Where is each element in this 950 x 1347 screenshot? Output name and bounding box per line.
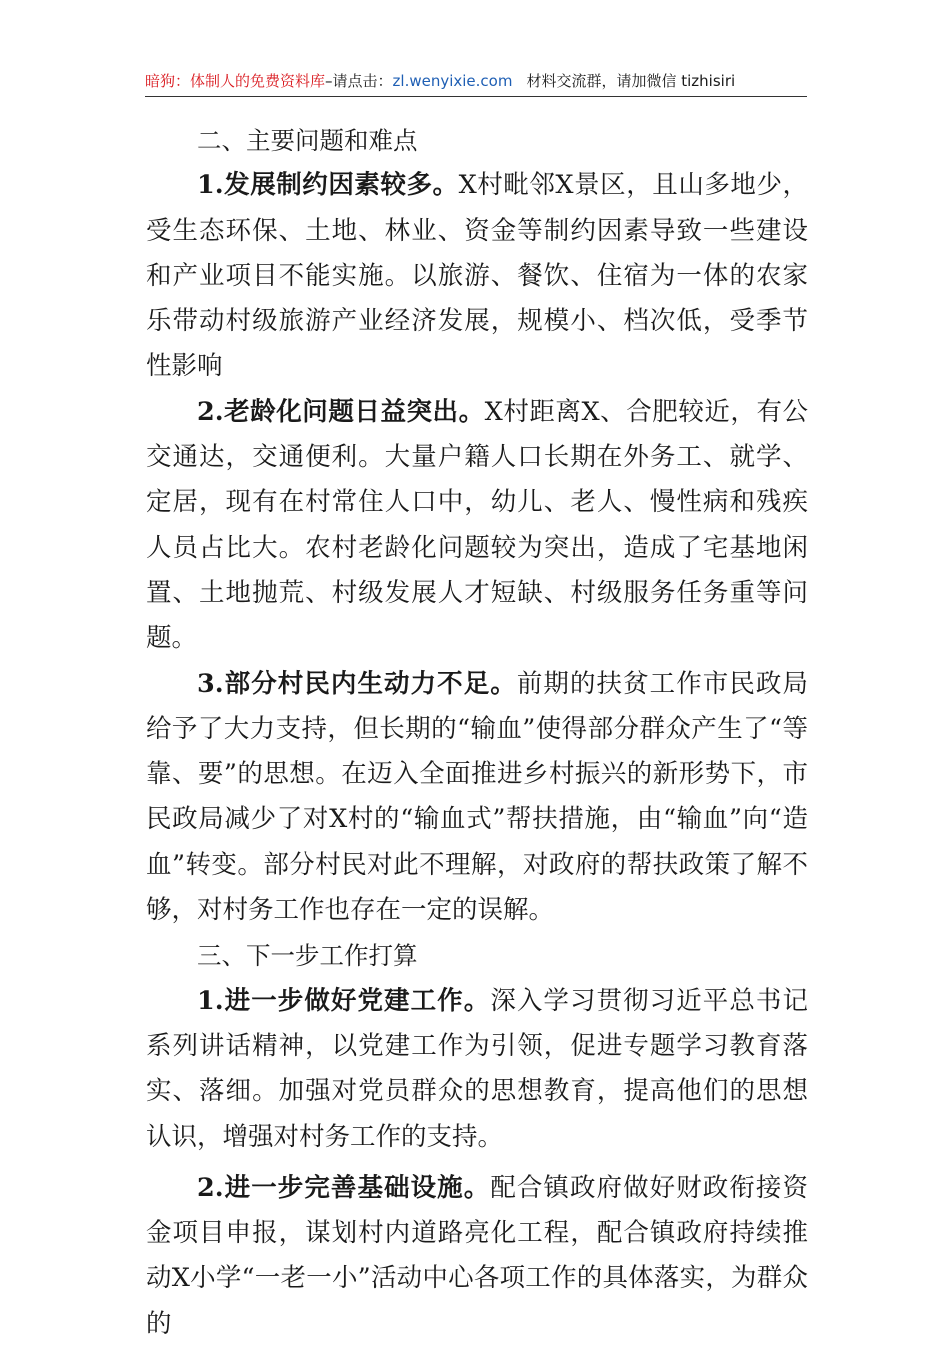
paragraph-lead: 3.部分村民内生动力不足。 bbox=[197, 668, 517, 699]
paragraph-lead: 1.发展制约因素较多。 bbox=[197, 170, 459, 201]
paragraph-development-constraints bbox=[146, 163, 808, 389]
paragraph-text: 前期的扶贫工作市民政局给予了大力支持，但长期的“输血”使得部分群众产生了“等靠、要”的思想。在迈入全面推进乡村振兴的新形势下，市民政局减少了对X村的“输血式”帮扶措施，由“输血”向“造血”转变。部分村民对此不理解，对政府的帮扶政策了解不够，对村务工作也存在一定的误解。 bbox=[146, 668, 808, 926]
paragraph-text: 配合镇政府做好财政衔接资金项目申报，谋划村内道路亮化工程，配合镇政府持续推动X小学“一老一小”活动中心各项工作的具体落实，为群众的 bbox=[146, 1172, 808, 1339]
header-url-link[interactable]: zl.wenyixie.com bbox=[392, 72, 513, 90]
paragraph-infrastructure bbox=[146, 1166, 808, 1347]
paragraph-lead: 2.进一步完善基础设施。 bbox=[197, 1172, 491, 1203]
document-body bbox=[146, 118, 808, 1347]
paragraph-text: X村距离X、合肥较近，有公交通达，交通便利。大量户籍人口长期在外务工、就学、定居，现有在村常住人口中，幼儿、老人、慢性病和残疾人员占比大。农村老龄化问题较为突出，造成了宅基地闲置、土地抛荒、村级发展人才短缺、村级服务任务重等问题。 bbox=[146, 396, 809, 654]
header-divider bbox=[145, 96, 807, 97]
paragraph-text: 深入学习贯彻习近平总书记系列讲话精神，以党建工作为引领，促进专题学习教育落实、落细。加强对党员群众的思想教育，提高他们的思想认识，增强对村务工作的支持。 bbox=[146, 985, 808, 1152]
header-click-prompt: –请点击： bbox=[325, 72, 393, 90]
paragraph-insufficient-motivation bbox=[146, 662, 808, 934]
header-group-note: 材料交流群，请加微信 tizhisiri bbox=[526, 72, 736, 90]
paragraph-aging-problem bbox=[146, 390, 808, 662]
page-header bbox=[145, 68, 805, 96]
paragraph-party-building bbox=[146, 979, 808, 1160]
header-brand: 暗狗：体制人的免费资料库 bbox=[145, 72, 326, 90]
paragraph-lead: 1.进一步做好党建工作。 bbox=[197, 985, 491, 1016]
paragraph-lead: 2.老龄化问题日益突出。 bbox=[197, 396, 485, 427]
paragraph-text: X村毗邻X景区，且山多地少，受生态环保、土地、林业、资金等制约因素导致一些建设和产业项目不能实施。以旅游、餐饮、住宿为一体的农家乐带动村级旅游产业经济发展，规模小、档次低，受季节性影响 bbox=[146, 170, 809, 382]
section-heading-next-steps: 三、下一步工作打算 bbox=[197, 941, 418, 971]
section-heading-problems: 二、主要问题和难点 bbox=[197, 126, 418, 155]
